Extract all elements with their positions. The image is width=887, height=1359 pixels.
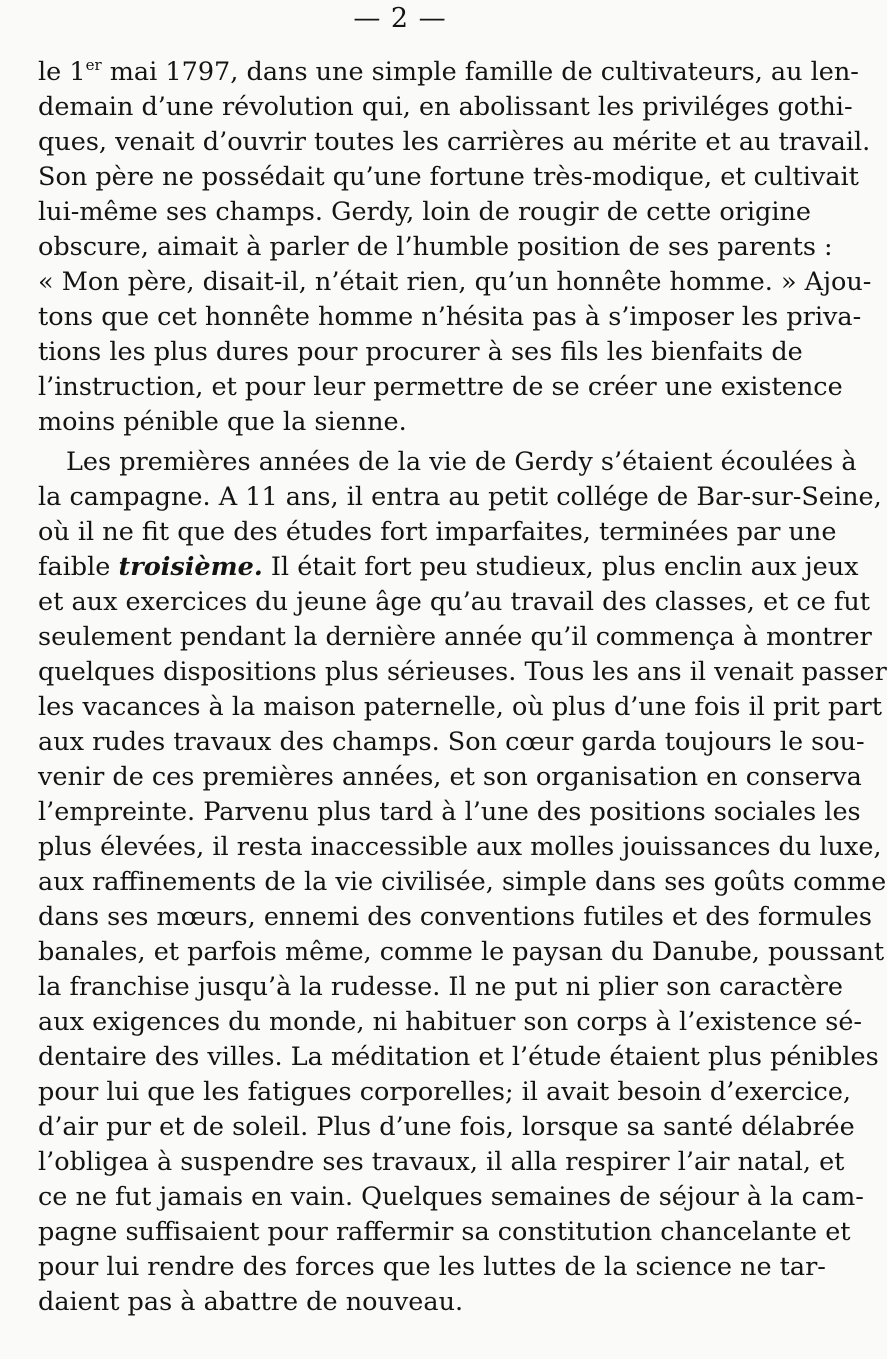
superscript: er [85,56,102,74]
text-line: d’air pur et de soleil. Plus d’une fois, lorsque sa santé délabrée [38,1112,855,1142]
text-line: l’obligea à suspendre ses travaux, il alla respirer l’air natal, et [38,1147,845,1177]
text-line: la campagne. A 11 ans, il entra au petit collége de Bar-sur-Seine, [38,482,882,512]
text-line: ce ne fut jamais en vain. Quelques semaines de séjour à la cam- [38,1182,864,1212]
text-line: ques, venait d’ouvrir toutes les carrières au mérite et au travail. [38,127,871,157]
text-line: les vacances à la maison paternelle, où plus d’une fois il prit part [38,692,882,722]
text-line: daient pas à abattre de nouveau. [38,1287,464,1317]
text-line: Son père ne possédait qu’une fortune très-modique, et cultivait [38,162,859,192]
text-line: demain d’une révolution qui, en abolissant les priviléges gothi- [38,92,853,122]
text-line: le 1er mai 1797, dans une simple famille de cultivateurs, au len- [38,56,859,87]
text-line: Les premières années de la vie de Gerdy s’étaient écoulées à [66,447,857,477]
text-line: la franchise jusqu’à la rudesse. Il ne put ni plier son caractère [38,972,843,1002]
page-number: — 2 — [353,3,447,34]
text-line: pour lui que les fatigues corporelles; il avait besoin d’exercice, [38,1077,852,1107]
text-line: où il ne fit que des études fort imparfaites, terminées par une [38,517,837,547]
text-line: moins pénible que la sienne. [38,407,407,437]
text-line: dentaire des villes. La méditation et l’étude étaient plus pénibles [38,1042,879,1072]
text-line: pagne suffisaient pour raffermir sa constitution chancelante et [38,1217,851,1247]
text-line: aux rudes travaux des champs. Son cœur garda toujours le sou- [38,727,865,757]
text-line: plus élevées, il resta inaccessible aux molles jouissances du luxe, [38,832,882,862]
text-line: et aux exercices du jeune âge qu’au travail des classes, et ce fut [38,587,871,617]
text-line: dans ses mœurs, ennemi des conventions futiles et des formules [38,902,872,932]
text-line: l’empreinte. Parvenu plus tard à l’une des positions sociales les [38,797,861,827]
text-line: « Mon père, disait-il, n’était rien, qu’un honnête homme. » Ajou- [38,267,872,297]
text-line: aux exigences du monde, ni habituer son corps à l’existence sé- [38,1007,863,1037]
text-line: lui-même ses champs. Gerdy, loin de rougir de cette origine [38,197,812,227]
text-line: pour lui rendre des forces que les luttes de la science ne tar- [38,1252,826,1282]
text-line: quelques dispositions plus sérieuses. Tous les ans il venait passer [38,657,887,687]
italic-word: troisième. [118,552,263,582]
text-line: obscure, aimait à parler de l’humble position de ses parents : [38,232,833,262]
text-line: tons que cet honnête homme n’hésita pas à s’imposer les priva- [38,302,862,332]
text-line: faible troisième. Il était fort peu studieux, plus enclin aux jeux [38,552,859,582]
text-line: aux raffinements de la vie civilisée, simple dans ses goûts comme [38,867,887,897]
text-line: venir de ces premières années, et son organisation en conserva [38,762,862,792]
text-line: seulement pendant la dernière année qu’il commença à montrer [38,622,872,652]
text-line: tions les plus dures pour procurer à ses fils les bienfaits de [38,337,803,367]
text-line: banales, et parfois même, comme le paysan du Danube, poussant [38,937,885,967]
text-line: l’instruction, et pour leur permettre de se créer une existence [38,372,843,402]
